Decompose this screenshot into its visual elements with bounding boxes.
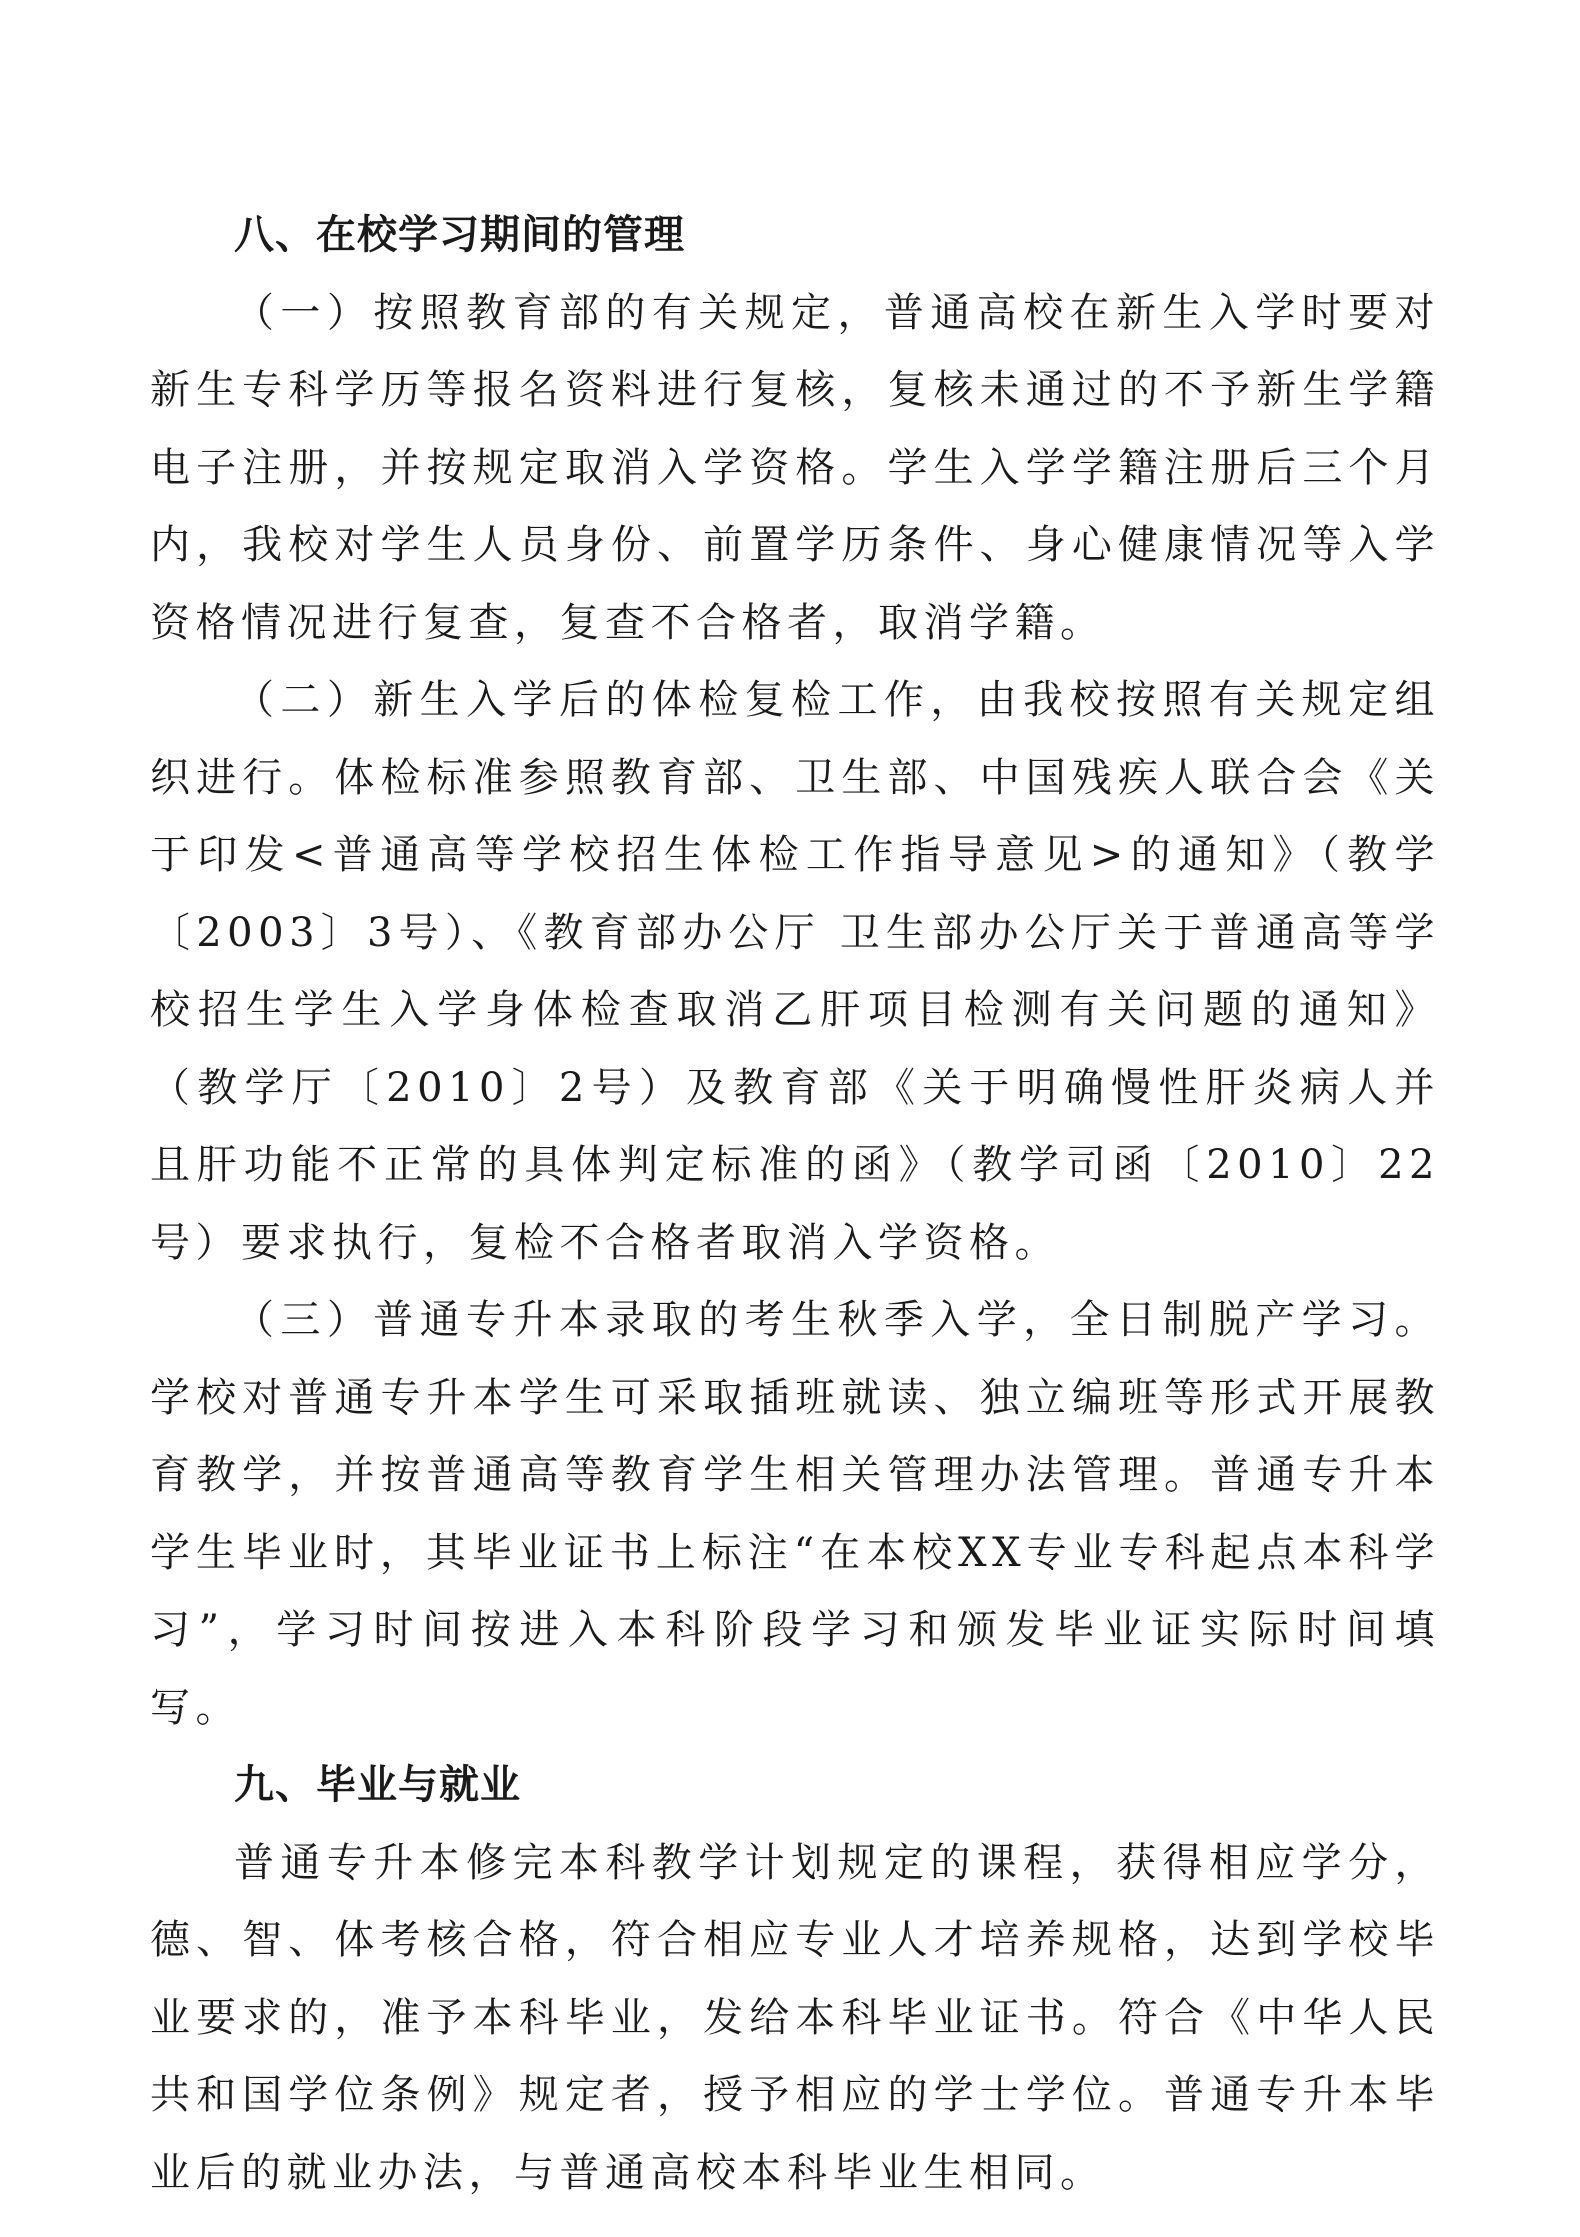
paragraph-study-arrangement: （三）普通专升本录取的考生秋季入学，全日制脱产学习。学校对普通专升本学生可采取插班就读、独立编班等形式开展教育教学，并按普通高等教育学生相关管理办法管理。普通专升本学生毕业时，其毕业证书上标注“在本校XX专业专科起点本科学习”，学习时间按进入本科阶段学习和颁发毕业证实际时间填写。 bbox=[150, 1297, 1440, 1731]
paragraph-enrollment-review: （一）按照教育部的有关规定，普通高校在新生入学时要对新生专科学历等报名资料进行复核，复核未通过的不予新生学籍电子注册，并按规定取消入学资格。学生入学学籍注册后三个月内，我校对学生人员身份、前置学历条件、身心健康情况等入学资格情况进行复查，复查不合格者，取消学籍。 bbox=[150, 289, 1440, 646]
paragraph-graduation-employment: 普通专升本修完本科教学计划规定的课程，获得相应学分，德、智、体考核合格，符合相应专业人才培养规格，达到学校毕业要求的，准予本科毕业，发给本科毕业证书。符合《中华人民共和国学位条例》规定者，授予相应的学士学位。普通专升本毕业后的就业办法，与普通高校本科毕业生相同。 bbox=[150, 1839, 1440, 2196]
section-heading-graduation: 九、毕业与就业 bbox=[234, 1762, 521, 1808]
paragraph-physical-exam: （二）新生入学后的体检复检工作，由我校按照有关规定组织进行。体检标准参照教育部、卫生部、中国残疾人联合会《关于印发<普通高等学校招生体检工作指导意见>的通知》（教学〔2003〕3号）、《教育部办公厅 卫生部办公厅关于普通高等学校招生学生入学身体检查取消乙肝项目检测有关问题的通知》（教学厅〔2010〕2号）及教育部《关于明确慢性肝炎病人并且肝功能不正常的具体判定标准的函》（教学司函〔2010〕22号）要求执行，复检不合格者取消入学资格。 bbox=[150, 677, 1440, 1266]
document-body bbox=[150, 197, 1440, 2212]
section-heading-management: 八、在校学习期间的管理 bbox=[234, 212, 685, 258]
